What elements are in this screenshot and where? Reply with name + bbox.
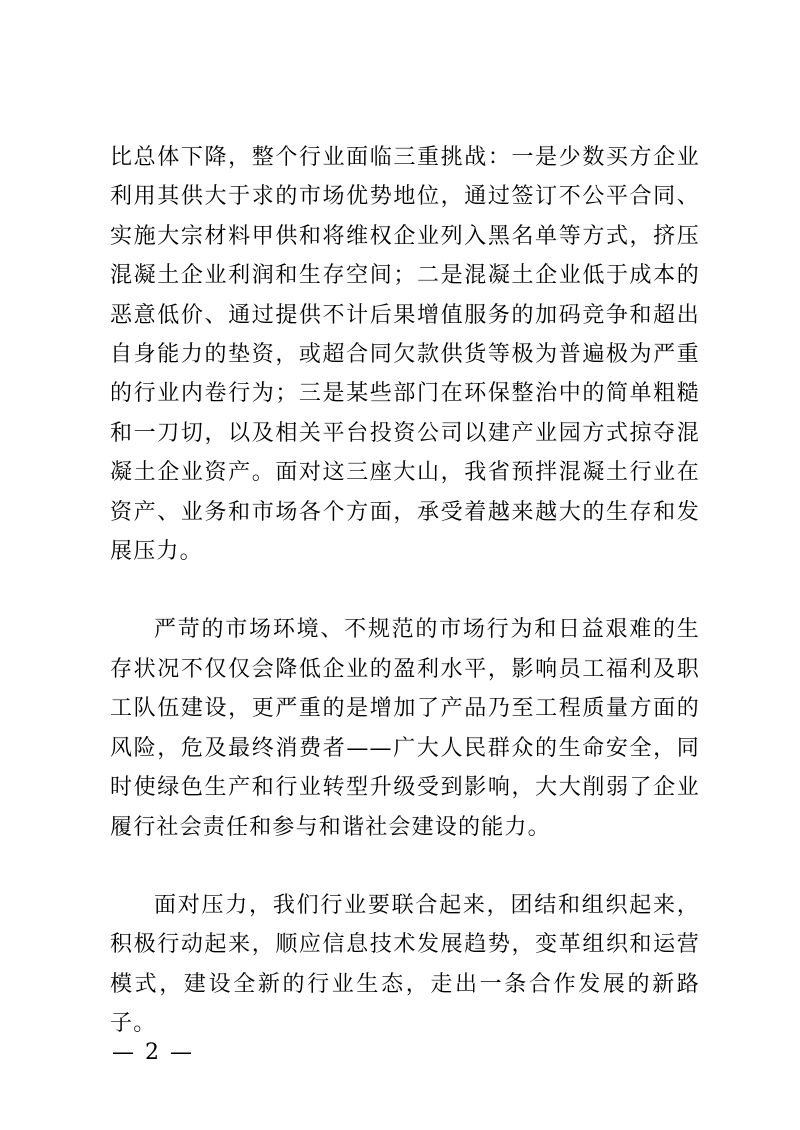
paragraph-market-environment: 严苛的市场环境、不规范的市场行为和日益艰难的生存状况不仅仅会降低企业的盈利水平，影响员工福利及职工队伍建设，更严重的是增加了产品乃至工程质量方面的风险，危及最终消费者——广大人民群众的生命安全，同时使绿色生产和行业转型升级受到影响，大大削弱了企业履行社会责任和参与和谐社会建设的能力。	[110, 617, 700, 840]
page-number: — 2 —	[112, 1040, 194, 1065]
paragraph-facing-pressure: 面对压力，我们行业要联合起来，团结和组织起来，积极行动起来，顺应信息技术发展趋势，变革组织和运营模式，建设全新的行业生态，走出一条合作发展的新路子。	[110, 892, 700, 1037]
body-text	[110, 138, 700, 1044]
paragraph-continued: 比总体下降，整个行业面临三重挑战：一是少数买方企业利用其供大于求的市场优势地位，通过签订不公平合同、实施大宗材料甲供和将维权企业列入黑名单等方式，挤压混凝土企业利润和生存空间；二是混凝土企业低于成本的恶意低价、通过提供不计后果增值服务的加码竞争和超出自身能力的垫资，或超合同欠款供货等极为普遍极为严重的行业内卷行为；三是某些部门在环保整治中的简单粗糙和一刀切，以及相关平台投资公司以建产业园方式掠夺混凝土企业资产。面对这三座大山，我省预拌混凝土行业在资产、业务和市场各个方面，承受着越来越大的生存和发展压力。	[110, 145, 700, 565]
